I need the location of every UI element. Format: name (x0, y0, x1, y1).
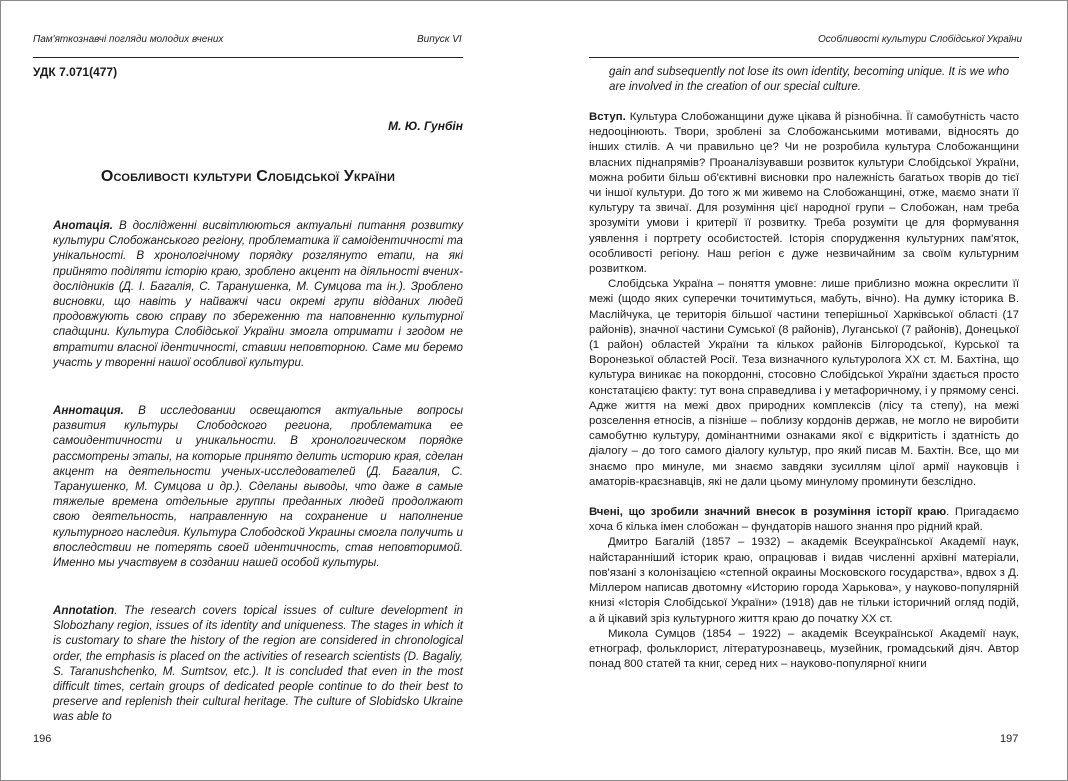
page-number-right: 197 (1000, 733, 1019, 745)
header-rule-right (589, 57, 1019, 58)
annotation-ru-text: В исследовании освещаются актуальные вопросы развития культуры Слободского региона, проблематика ее самоидентичности и уникальности. В хронологическом порядке рассмотрены этапы, на которые принято делить историю края, сделан акцент на деятельности ученых-исследователей (Д. Багалия, С. Таранушенко, М. Сумцова и др.). Сделаны выводы, что даже в самые тяжелые времена отдельные группы преданных людей продолжают свою деятельность, направленную на сохранение и наполнение культурного наследия. Культура Слободской Украины смогла получить и впоследствии не потерять своей идентичность, став неповторимой. Именно мы участвуем в создании нашей особой культуры. (53, 404, 463, 570)
annotation-uk-text: В дослідженні висвітлюються актуальні питання розвитку культури Слобожанського регіону, проблематика її самоідентичності та унікальності. В хронологічному порядку розглянуто етапи, на які прийнято поділяти історію краю, зроблено акцент на діяльності вчених-дослідників (Д. І. Багалія, С. Таранушенка, М. Сумцова та ін.). Зроблено висновки, що навіть у найважчі часи окремі групи відданих людей продовжують свою справу по збереженню та наповненню культурної спадщини. Культура Слобідської України змогла отримати і згодом не втратити власної ідентичності, ставши неповторною. Саме ми беремо участь у творенні нашої особливої культури. (53, 219, 463, 369)
paragraph-slobidska-ukraine: Слобідська Україна – поняття умовне: лише приблизно можна окреслити її межі (щодо яких суперечки точитимуться, мабуть, вічно). На думку історика В. Маслійчука, це територія більшої частини теперішньої Харківської області (17 районів), значної частини Сумської (8 районів), Луганської (7 районів), Донецької (1 район) областей України та кількох районів Білгородської, Курської та Воронезької областей Росії. Теза визначного культуролога ХХ ст. М. Бахтіна, що культура виникає на покордонні, стосовно Слобідської України здається просто констатацією факту: тут вона справедлива і у метафоричному, і у прямому сенсі. Адже життя на межі двох природних комплексів (лісу та степу), на межі розселення етносів, а пізніше – поблизу кордонів держав, не могло не виробити самобутню культуру, домінантними ознаками якої є відкритість і здатність до діалогу – до того самого діалогу культур, про який писав М. Бахтін. Все, що ми знаємо про минуле, ми знаємо завдяки зусиллям цілої армії науковців і аматорів-краєзнавців, які не дали цьому минулому проминути безслідно. (589, 278, 1019, 488)
article-body (589, 110, 1019, 672)
running-head-issue: Випуск VI (417, 34, 462, 45)
running-head-journal: Пам'яткознавчі погляди молодих вчених (33, 34, 224, 45)
annotation-english-continuation: gain and subsequently not lose its own identity, becoming unique. It is we who are involved in the creation of our special culture. (609, 65, 1010, 94)
scientists-section-heading: Вчені, що зробили значний внесок в розуміння історії краю (589, 506, 947, 519)
paragraph-bagaliy: Дмитро Багалій (1857 – 1932) – академік Всеукраїнської Академії наук, найстаранніший історик краю, опрацював і видав численні архівні матеріали, пов'язані з колонізацією «степной окраины Московского государства», вдвох з Д. Міллером написав двотомну «Историю города Харькова», у науково-популярній книзі «Історія Слобідської України» (1918) дав не тільки історичний огляд подій, а й цікавий зріз культурного життя краю до початку ХХ ст. (589, 536, 1019, 625)
annotation-uk-lead: Анотація. (53, 219, 113, 232)
annotation-russian (53, 403, 463, 570)
annotation-en-text: . The research covers topical issues of culture development in Slobozhany region, issues of its identity and uniqueness. The stages in which it is customary to share the history of the region are considered in chronological order, the emphasis is placed on the activities of research scientists (D. Bagaliy, S. Taranushchenko, M. Sumtsov, etc.). It is concluded that even in the most difficult times, certain groups of dedicated people continue to do their best to preserve and replenish their cultural heritage. The culture of Slobidsko Ukraine was able to (53, 604, 463, 724)
scientists-section-text: . Пригадаємо хоча б кілька імен слобожан – фундаторів нашого знання про рідний край. (589, 506, 1019, 534)
annotation-ukrainian (53, 218, 463, 370)
header-rule (33, 57, 463, 58)
running-head-article: Особливості культури Слобідської України (818, 34, 1023, 45)
annotation-ru-lead: Аннотация. (53, 404, 124, 417)
intro-paragraph (589, 110, 1019, 277)
article-title: Особливості культури Слобідської України (100, 168, 396, 185)
paragraph-sumtsov: Микола Сумцов (1854 – 1922) – академік Всеукраїнської Академії наук, етнограф, фольклорист, літературознавець, музейник, громадський діяч. Автор понад 800 статей та книг, серед них – науково-популярної книги (589, 627, 1019, 671)
annotation-english (53, 603, 463, 725)
page-number-left: 196 (33, 733, 52, 745)
intro-text: Культура Слобожанщини дуже цікава й різнобічна. Її самобутність часто недооцінюють. Твори, зроблені за Слобожанськими мотивами, відносять до інших стилів. А чи правильно це? Чи не розробила культура Слобожанщини власних піднапрямів? Проаналізувавши розвиток культури Слобідської України, можна робити більш об'єктивні висновки про належність багатьох творів до тієї чи іншої культури. До того ж ми живемо на Слобожанщині, отже, маємо знати її культуру та звичаї. Для розуміння цієї народної групи – Слобожан, нам треба зрозуміти умови і критерії її розвитку. Треба розуміти це для формування уявлення і портрету особистостей. Історія спорудження культурних пам'яток, особливості регіону. Наш регіон є дуже незвичайним за своїм культурним розвитком. (589, 111, 1019, 276)
intro-lead: Вступ. (589, 111, 626, 123)
author-name: М. Ю. Гунбін (388, 119, 463, 133)
annotation-en-lead: Annotation (53, 604, 115, 617)
scientists-section-paragraph (589, 505, 1019, 535)
udk-code: УДК 7.071(477) (33, 65, 118, 79)
